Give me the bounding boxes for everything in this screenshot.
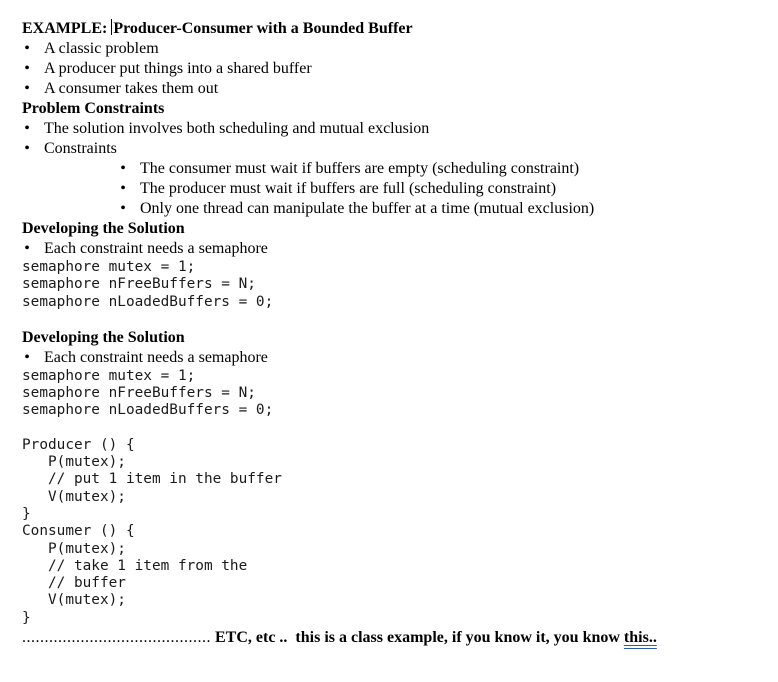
code-line: } (22, 609, 31, 626)
code-line: semaphore nFreeBuffers = N; (22, 385, 256, 402)
code-line: P(mutex); (22, 454, 126, 471)
bullet-dot-icon: • (24, 80, 30, 97)
bullet-item (22, 348, 778, 368)
code-line: Producer () { (22, 436, 135, 453)
blank-line (22, 420, 778, 437)
document-title (22, 19, 778, 39)
footer-text: ETC, etc .. this is a class example, if you know it, you know (211, 629, 624, 647)
bullet-text: A producer put things into a shared buffer (44, 60, 312, 77)
sub-bullet-item (22, 179, 778, 199)
code-line: semaphore nLoadedBuffers = 0; (22, 402, 274, 419)
bullet-dot-icon: • (24, 240, 30, 257)
bullet-dot-icon: • (24, 60, 30, 77)
footer-note (22, 628, 778, 648)
sub-bullet-item (22, 199, 778, 219)
bullet-text: The solution involves both scheduling and mutual exclusion (44, 120, 430, 137)
code-line: // buffer (22, 575, 126, 592)
bullet-text: Each constraint needs a semaphore (44, 240, 268, 257)
code-line: semaphore nFreeBuffers = N; (22, 276, 256, 293)
code-line: } (22, 505, 31, 522)
title-rest: Producer-Consumer with a Bounded Buffer (113, 20, 413, 37)
bullet-dot-icon: • (120, 180, 126, 197)
bullet-text: Each constraint needs a semaphore (44, 348, 268, 366)
code-line: semaphore nLoadedBuffers = 0; (22, 293, 274, 310)
bullet-item (22, 239, 778, 259)
code-line: V(mutex); (22, 488, 126, 505)
bullet-dot-icon: • (24, 120, 30, 137)
bullet-text: A classic problem (44, 40, 159, 57)
code-line: Consumer () { (22, 523, 135, 540)
bullet-item (22, 79, 778, 99)
bullet-item (22, 139, 778, 159)
bullet-dot-icon: • (120, 160, 126, 177)
code-line: // put 1 item in the buffer (22, 471, 282, 488)
code-line: semaphore mutex = 1; (22, 367, 196, 384)
bullet-dot-icon: • (120, 200, 126, 217)
code-line: // take 1 item from the (22, 557, 248, 574)
bullet-text: Only one thread can manipulate the buffer at a time (mutual exclusion) (140, 200, 595, 217)
section1-heading: Developing the Solution (22, 220, 185, 237)
bullet-dot-icon: • (24, 348, 30, 366)
bullet-item (22, 59, 778, 79)
bullet-dot-icon: • (24, 40, 30, 57)
code-line: V(mutex); (22, 592, 126, 609)
bullet-item (22, 39, 778, 59)
bullet-text: A consumer takes them out (44, 80, 219, 97)
sub-bullet-item (22, 159, 778, 179)
blank-line (22, 311, 778, 328)
code-line: semaphore mutex = 1; (22, 259, 196, 275)
bullet-dot-icon: • (24, 140, 30, 157)
title-prefix: EXAMPLE: (22, 20, 108, 37)
footer-link[interactable]: this.. (623, 629, 657, 647)
code-line: P(mutex); (22, 540, 126, 557)
bullet-text: The producer must wait if buffers are full (scheduling constraint) (140, 180, 557, 197)
constraints-heading: Problem Constraints (22, 100, 165, 117)
bullet-item (22, 119, 778, 139)
section2-heading: Developing the Solution (22, 328, 185, 346)
bullet-text: Constraints (44, 140, 117, 157)
bullet-text: The consumer must wait if buffers are empty (scheduling constraint) (140, 160, 580, 177)
footer-dots: .......................................... (22, 629, 211, 647)
